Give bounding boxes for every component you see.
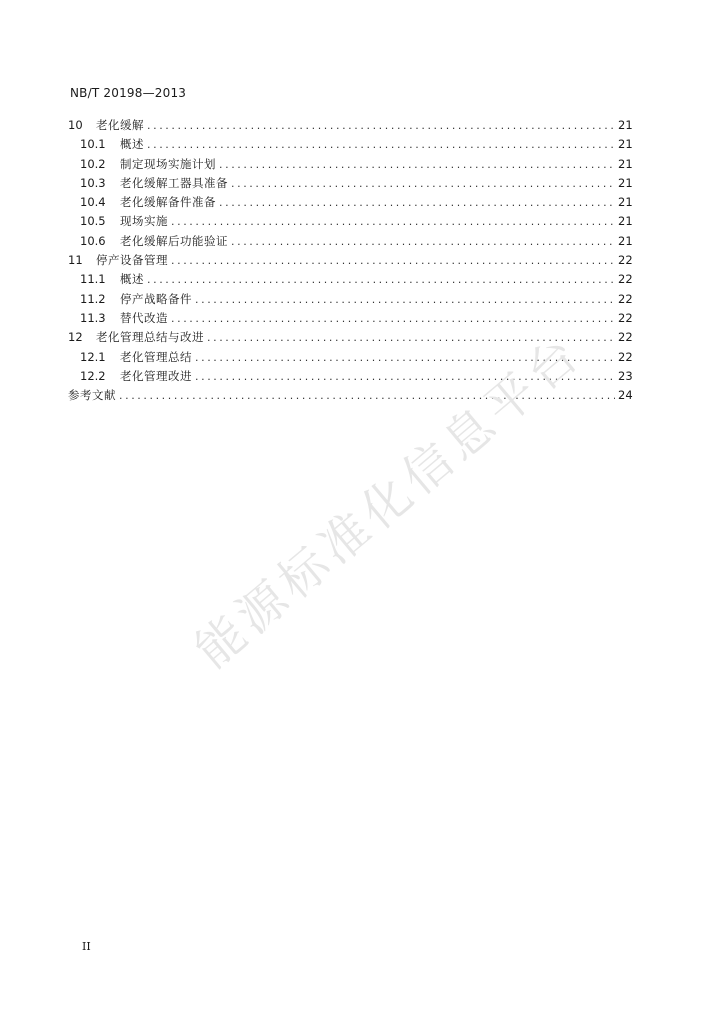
toc-entry[interactable] [66,328,632,347]
toc-entry-title: 制定现场实施计划 [120,156,216,171]
toc-leader-dots [147,116,615,135]
toc-leader-dots [231,232,615,251]
toc-entry-title: 老化缓解 [96,118,144,132]
toc-entry[interactable] [66,212,632,231]
toc-entry-title: 停产战略备件 [120,291,192,306]
toc-leader-dots [207,328,615,347]
toc-leader-dots [219,155,615,174]
toc-entry-number: 10.4 [80,195,106,210]
toc-entry[interactable] [66,348,632,367]
toc-entry[interactable] [66,155,632,174]
toc-entry-title: 替代改造 [120,310,168,325]
toc-entry-page: 21 [618,195,633,210]
toc-entry-number: 10.6 [80,233,106,248]
toc-entry-page: 21 [618,137,633,152]
toc-entry-title: 参考文献 [68,388,116,403]
toc-leader-dots [171,251,615,270]
toc-leader-dots [171,212,615,231]
toc-entry-page: 21 [618,233,633,248]
toc-entry[interactable] [66,290,632,309]
toc-entry-title: 停产设备管理 [96,253,168,268]
toc-entry-title: 概述 [120,272,144,287]
toc-entry-number: 12 [68,330,83,345]
toc-entry-page: 22 [618,349,633,364]
toc-leader-dots [231,174,615,193]
toc-entry-number: 10.1 [80,137,106,152]
toc-entry-number: 12.2 [80,368,106,383]
toc-entry-page: 22 [618,291,633,306]
toc-entry-number: 10.3 [80,175,106,190]
toc-entry-page: 22 [618,253,633,268]
standard-code-header: NB/T 20198—2013 [70,86,187,100]
toc-entry[interactable] [66,270,632,289]
toc-entry-number: 10 [68,118,83,132]
toc-entry-page: 22 [618,310,633,325]
toc-entry[interactable] [66,116,632,135]
toc-entry-title: 老化管理改进 [120,368,192,383]
toc-entry-number: 10.2 [80,156,106,171]
toc-leader-dots [147,270,615,289]
toc-entry-number: 11.1 [80,272,106,287]
toc-entry-page: 21 [618,156,633,171]
toc-entry-page: 22 [618,330,633,345]
toc-leader-dots [195,348,615,367]
toc-entry-title: 老化缓解工器具准备 [120,175,228,190]
toc-entry[interactable] [66,309,632,328]
toc-entry[interactable] [66,193,632,212]
toc-entry-title: 老化管理总结 [120,349,192,364]
toc-entry-page: 22 [618,272,633,287]
toc-entry-page: 23 [618,368,633,383]
toc-leader-dots [195,367,615,386]
toc-entry[interactable] [66,232,632,251]
toc-entry-title: 老化缓解备件准备 [120,195,216,210]
toc-entry[interactable] [66,367,632,386]
toc-entry-number: 12.1 [80,349,106,364]
toc-leader-dots [195,290,615,309]
toc-leader-dots [219,193,615,212]
toc-entry[interactable] [66,135,632,154]
toc-leader-dots [171,309,615,328]
toc-entry-page: 21 [618,214,633,229]
toc-entry-page: 21 [618,118,633,132]
toc-entry[interactable] [66,386,632,405]
toc-entry-number: 11 [68,253,83,268]
toc-entry-title: 老化管理总结与改进 [96,330,204,345]
toc-entry-page: 24 [618,388,633,403]
toc-entry-title: 概述 [120,137,144,152]
toc-entry[interactable] [66,251,632,270]
toc-entry-number: 11.2 [80,291,106,306]
toc-leader-dots [147,135,615,154]
toc-entry-number: 10.5 [80,214,106,229]
toc-entry-title: 老化缓解后功能验证 [120,233,228,248]
toc-entry-number: 11.3 [80,310,106,325]
toc-entry-page: 21 [618,175,633,190]
toc-entry[interactable] [66,174,632,193]
page-number-footer: II [82,940,91,953]
toc-entry-title: 现场实施 [120,214,168,229]
toc-leader-dots [119,386,615,405]
watermark: 能源标准化信息平台 [184,324,594,680]
table-of-contents [66,116,632,405]
